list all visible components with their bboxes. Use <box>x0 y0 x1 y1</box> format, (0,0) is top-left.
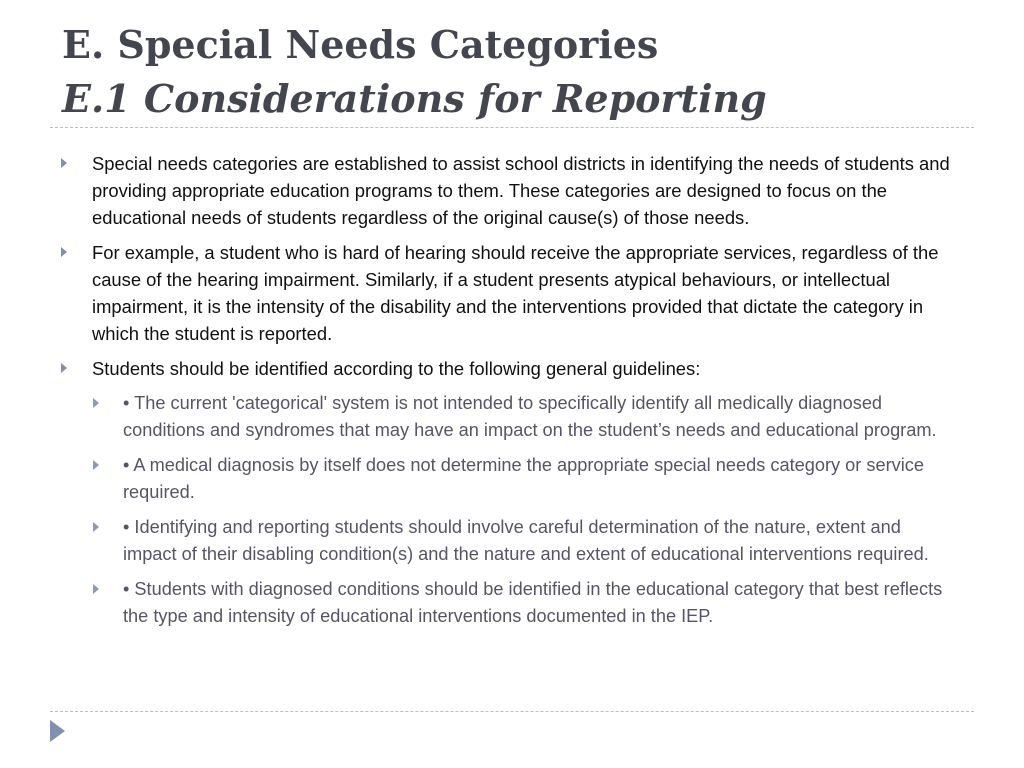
slide-title <box>62 18 982 126</box>
sub-list-item <box>56 390 956 444</box>
sub-bullet-text: • The current 'categorical' system is not intended to specifically identify all medically diagnosed conditions and syndromes that may have an impact on the student’s needs and educational program. <box>123 393 937 440</box>
bullet-text: Special needs categories are established to assist school districts in identifying the needs of students and providing appropriate education programs to them. These categories are designed to focus on the educational needs of students regardless of the original cause(s) of those needs. <box>92 153 950 228</box>
sub-list-item <box>56 452 956 506</box>
bottom-divider <box>50 711 974 712</box>
bullet-arrow-icon <box>61 247 67 257</box>
top-divider <box>50 127 974 128</box>
list-item <box>56 239 956 347</box>
sub-bullet-arrow-icon <box>93 398 99 408</box>
sub-bullet-arrow-icon <box>93 584 99 594</box>
sub-bullet-arrow-icon <box>93 522 99 532</box>
bullet-list <box>56 150 956 638</box>
bullet-arrow-icon <box>61 363 67 373</box>
sub-bullet-arrow-icon <box>93 460 99 470</box>
title-subtitle: E.1 Considerations for Reporting <box>62 76 767 121</box>
bullet-text: For example, a student who is hard of hearing should receive the appropriate services, regardless of the cause of the hearing impairment. Similarly, if a student presents atypical behaviours, or intellectual impairment, it is the intensity of the disability and the interventions provided that dictate the category in which the student is reported. <box>92 242 939 344</box>
sub-list-item <box>56 514 956 568</box>
sub-list-item <box>56 576 956 630</box>
bullet-text: Students should be identified according to the following general guidelines: <box>92 358 701 379</box>
list-item <box>56 355 956 382</box>
slide-corner-arrow-icon <box>50 720 65 742</box>
list-item <box>56 150 956 231</box>
sub-bullet-text: • Students with diagnosed conditions should be identified in the educational category that best reflects the type and intensity of educational interventions documented in the IEP. <box>123 579 943 626</box>
sub-bullet-text: • A medical diagnosis by itself does not determine the appropriate special needs category or service required. <box>123 455 925 502</box>
sub-bullet-text: • Identifying and reporting students should involve careful determination of the nature, extent and impact of their disabling condition(s) and the nature and extent of educational interventions required. <box>123 517 929 564</box>
title-main: E. Special Needs Categories <box>62 22 659 67</box>
bullet-arrow-icon <box>61 158 67 168</box>
